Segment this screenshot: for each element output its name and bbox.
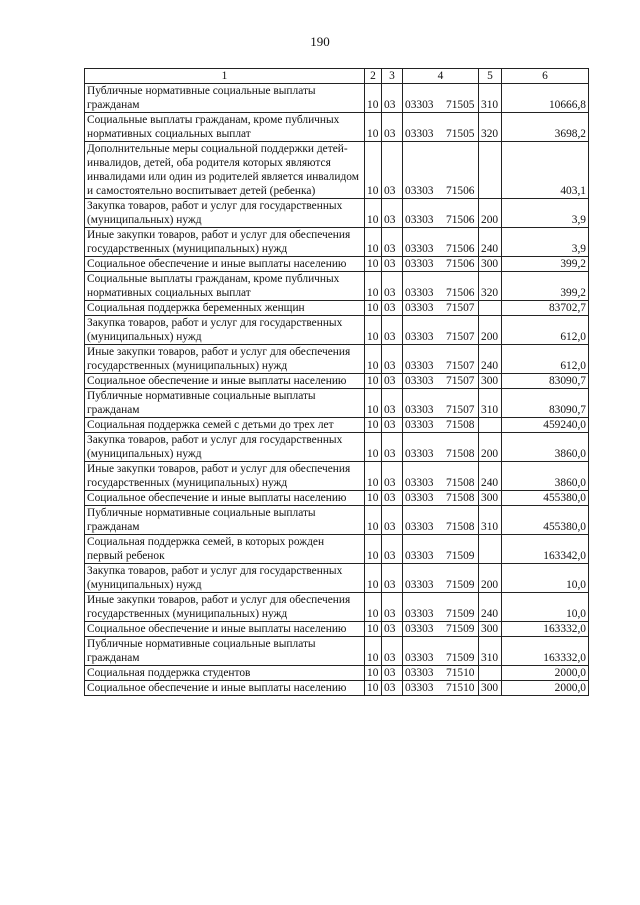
row-expense-type: 200 (479, 564, 502, 593)
row-name: Иные закупки товаров, работ и услуг для обеспечения государственных (муниципальных) нужд (85, 593, 365, 622)
row-section: 10 (365, 564, 382, 593)
row-target-code-b: 71507 (446, 331, 475, 343)
row-section: 10 (365, 345, 382, 374)
row-target-code (403, 535, 479, 564)
row-section: 10 (365, 113, 382, 142)
row-name: Публичные нормативные социальные выплаты гражданам (85, 637, 365, 666)
row-section: 10 (365, 142, 382, 199)
table-row (85, 637, 589, 666)
row-target-code (403, 316, 479, 345)
row-target-code-b: 71510 (446, 682, 475, 694)
row-target-code-a: 03303 (405, 375, 434, 387)
row-subsection: 03 (382, 316, 403, 345)
row-expense-type: 300 (479, 622, 502, 637)
row-target-code-a: 03303 (405, 287, 434, 299)
row-target-code-a: 03303 (405, 652, 434, 664)
row-subsection: 03 (382, 637, 403, 666)
row-target-code-a: 03303 (405, 448, 434, 460)
row-target-code (403, 301, 479, 316)
row-subsection: 03 (382, 257, 403, 272)
row-expense-type: 320 (479, 272, 502, 301)
row-target-code-b: 71506 (446, 214, 475, 226)
row-target-code-b: 71507 (446, 302, 475, 314)
row-subsection: 03 (382, 199, 403, 228)
row-expense-type: 320 (479, 113, 502, 142)
header-col-1: 1 (85, 69, 365, 84)
row-target-code-b: 71508 (446, 492, 475, 504)
header-col-3: 3 (382, 69, 403, 84)
row-name: Закупка товаров, работ и услуг для государственных (муниципальных) нужд (85, 199, 365, 228)
table-row (85, 593, 589, 622)
table-row (85, 666, 589, 681)
row-name: Закупка товаров, работ и услуг для государственных (муниципальных) нужд (85, 433, 365, 462)
row-expense-type: 310 (479, 506, 502, 535)
row-target-code (403, 491, 479, 506)
row-target-code (403, 272, 479, 301)
row-section: 10 (365, 272, 382, 301)
table-header (85, 69, 589, 84)
row-target-code-b: 71509 (446, 550, 475, 562)
row-expense-type: 300 (479, 681, 502, 696)
row-target-code-b: 71505 (446, 99, 475, 111)
row-name: Социальная поддержка семей с детьми до трех лет (85, 418, 365, 433)
table-row (85, 301, 589, 316)
row-name: Социальное обеспечение и иные выплаты населению (85, 257, 365, 272)
row-expense-type: 300 (479, 257, 502, 272)
budget-table (84, 68, 589, 696)
row-subsection: 03 (382, 433, 403, 462)
row-target-code-b: 71507 (446, 375, 475, 387)
row-target-code-b: 71510 (446, 667, 475, 679)
table-row (85, 228, 589, 257)
row-target-code-b: 71507 (446, 360, 475, 372)
row-expense-type (479, 666, 502, 681)
row-target-code (403, 433, 479, 462)
row-target-code-a: 03303 (405, 667, 434, 679)
row-target-code-a: 03303 (405, 608, 434, 620)
row-amount: 399,2 (502, 272, 589, 301)
row-expense-type: 300 (479, 374, 502, 389)
row-expense-type (479, 418, 502, 433)
row-section: 10 (365, 301, 382, 316)
row-target-code-b: 71508 (446, 477, 475, 489)
row-amount: 163342,0 (502, 535, 589, 564)
row-amount: 403,1 (502, 142, 589, 199)
row-amount: 3860,0 (502, 462, 589, 491)
row-subsection: 03 (382, 506, 403, 535)
row-target-code (403, 374, 479, 389)
row-target-code-a: 03303 (405, 404, 434, 416)
row-target-code (403, 142, 479, 199)
row-subsection: 03 (382, 142, 403, 199)
header-col-5: 5 (479, 69, 502, 84)
row-name: Социальное обеспечение и иные выплаты населению (85, 622, 365, 637)
row-expense-type: 200 (479, 316, 502, 345)
row-target-code-a: 03303 (405, 128, 434, 140)
table-row (85, 199, 589, 228)
row-target-code-b: 71508 (446, 521, 475, 533)
row-target-code-a: 03303 (405, 492, 434, 504)
row-target-code (403, 564, 479, 593)
row-expense-type: 200 (479, 199, 502, 228)
row-subsection: 03 (382, 84, 403, 113)
row-name: Социальная поддержка беременных женщин (85, 301, 365, 316)
row-expense-type: 310 (479, 637, 502, 666)
row-target-code-b: 71509 (446, 608, 475, 620)
row-subsection: 03 (382, 418, 403, 433)
row-amount: 83090,7 (502, 389, 589, 418)
row-subsection: 03 (382, 113, 403, 142)
header-col-2: 2 (365, 69, 382, 84)
row-amount: 163332,0 (502, 622, 589, 637)
row-target-code (403, 666, 479, 681)
row-amount: 2000,0 (502, 681, 589, 696)
header-col-6: 6 (502, 69, 589, 84)
row-target-code (403, 462, 479, 491)
row-subsection: 03 (382, 374, 403, 389)
row-amount: 10666,8 (502, 84, 589, 113)
row-target-code-b: 71505 (446, 128, 475, 140)
row-target-code (403, 389, 479, 418)
row-name: Иные закупки товаров, работ и услуг для обеспечения государственных (муниципальных) нужд (85, 228, 365, 257)
row-target-code (403, 345, 479, 374)
row-amount: 459240,0 (502, 418, 589, 433)
row-target-code-a: 03303 (405, 682, 434, 694)
row-expense-type: 310 (479, 389, 502, 418)
row-amount: 163332,0 (502, 637, 589, 666)
header-row (85, 69, 589, 84)
table-row (85, 316, 589, 345)
row-target-code-b: 71509 (446, 579, 475, 591)
table-row (85, 462, 589, 491)
row-subsection: 03 (382, 491, 403, 506)
table-row (85, 142, 589, 199)
row-name: Публичные нормативные социальные выплаты гражданам (85, 389, 365, 418)
row-amount: 3860,0 (502, 433, 589, 462)
row-name: Иные закупки товаров, работ и услуг для обеспечения государственных (муниципальных) нужд (85, 345, 365, 374)
row-target-code-b: 71508 (446, 448, 475, 460)
row-subsection: 03 (382, 272, 403, 301)
row-section: 10 (365, 462, 382, 491)
row-target-code-b: 71509 (446, 652, 475, 664)
header-col-4: 4 (403, 69, 479, 84)
row-target-code (403, 637, 479, 666)
row-section: 10 (365, 593, 382, 622)
row-name: Публичные нормативные социальные выплаты гражданам (85, 84, 365, 113)
row-name: Социальное обеспечение и иные выплаты населению (85, 491, 365, 506)
row-amount: 10,0 (502, 593, 589, 622)
row-name: Социальное обеспечение и иные выплаты населению (85, 374, 365, 389)
row-section: 10 (365, 84, 382, 113)
table-row (85, 345, 589, 374)
row-target-code (403, 84, 479, 113)
row-name: Дополнительные меры социальной поддержки детей-инвалидов, детей, оба родителя которых являются инвалидами или один из родителей является инвалидом и самостоятельно воспитывает детей (ребенка) (85, 142, 365, 199)
row-target-code-b: 71506 (446, 185, 475, 197)
table-row (85, 535, 589, 564)
table-row (85, 84, 589, 113)
row-target-code-a: 03303 (405, 331, 434, 343)
row-target-code-b: 71506 (446, 287, 475, 299)
row-section: 10 (365, 228, 382, 257)
row-section: 10 (365, 374, 382, 389)
row-amount: 612,0 (502, 316, 589, 345)
row-subsection: 03 (382, 345, 403, 374)
table-row (85, 418, 589, 433)
table-body (85, 84, 589, 696)
row-subsection: 03 (382, 301, 403, 316)
row-section: 10 (365, 433, 382, 462)
row-target-code-a: 03303 (405, 99, 434, 111)
table-row (85, 681, 589, 696)
table-row (85, 257, 589, 272)
row-expense-type (479, 535, 502, 564)
page-number: 190 (310, 34, 330, 49)
row-target-code-b: 71508 (446, 419, 475, 431)
row-subsection: 03 (382, 462, 403, 491)
row-amount: 3,9 (502, 228, 589, 257)
row-subsection: 03 (382, 389, 403, 418)
row-target-code-a: 03303 (405, 302, 434, 314)
row-section: 10 (365, 316, 382, 345)
row-target-code-b: 71509 (446, 623, 475, 635)
row-expense-type: 240 (479, 462, 502, 491)
row-target-code (403, 506, 479, 535)
row-amount: 399,2 (502, 257, 589, 272)
row-target-code (403, 257, 479, 272)
row-expense-type: 240 (479, 345, 502, 374)
row-name: Социальная поддержка семей, в которых рожден первый ребенок (85, 535, 365, 564)
row-expense-type: 200 (479, 433, 502, 462)
row-name: Социальные выплаты гражданам, кроме публичных нормативных социальных выплат (85, 272, 365, 301)
row-amount: 2000,0 (502, 666, 589, 681)
row-target-code-a: 03303 (405, 419, 434, 431)
row-name: Социальная поддержка студентов (85, 666, 365, 681)
row-section: 10 (365, 506, 382, 535)
row-amount: 455380,0 (502, 491, 589, 506)
row-section: 10 (365, 535, 382, 564)
row-target-code (403, 418, 479, 433)
row-subsection: 03 (382, 622, 403, 637)
table-row (85, 374, 589, 389)
row-section: 10 (365, 637, 382, 666)
row-section: 10 (365, 199, 382, 228)
row-expense-type: 240 (479, 228, 502, 257)
row-target-code (403, 199, 479, 228)
table-row (85, 622, 589, 637)
row-name: Социальные выплаты гражданам, кроме публичных нормативных социальных выплат (85, 113, 365, 142)
row-subsection: 03 (382, 228, 403, 257)
row-amount: 612,0 (502, 345, 589, 374)
row-subsection: 03 (382, 681, 403, 696)
row-section: 10 (365, 389, 382, 418)
row-expense-type (479, 142, 502, 199)
table-row (85, 433, 589, 462)
row-section: 10 (365, 681, 382, 696)
row-amount: 83090,7 (502, 374, 589, 389)
row-target-code-a: 03303 (405, 623, 434, 635)
row-section: 10 (365, 666, 382, 681)
row-section: 10 (365, 622, 382, 637)
row-target-code-a: 03303 (405, 360, 434, 372)
row-name: Закупка товаров, работ и услуг для государственных (муниципальных) нужд (85, 316, 365, 345)
row-target-code (403, 228, 479, 257)
row-target-code-b: 71507 (446, 404, 475, 416)
row-target-code-a: 03303 (405, 214, 434, 226)
table-row (85, 506, 589, 535)
row-name: Социальное обеспечение и иные выплаты населению (85, 681, 365, 696)
table-row (85, 564, 589, 593)
row-subsection: 03 (382, 593, 403, 622)
row-section: 10 (365, 257, 382, 272)
row-amount: 3698,2 (502, 113, 589, 142)
table-row (85, 272, 589, 301)
row-target-code (403, 681, 479, 696)
row-target-code-b: 71506 (446, 243, 475, 255)
row-section: 10 (365, 418, 382, 433)
row-expense-type: 310 (479, 84, 502, 113)
row-amount: 455380,0 (502, 506, 589, 535)
row-target-code-a: 03303 (405, 579, 434, 591)
row-target-code-a: 03303 (405, 550, 434, 562)
row-target-code-a: 03303 (405, 243, 434, 255)
row-target-code-b: 71506 (446, 258, 475, 270)
row-amount: 83702,7 (502, 301, 589, 316)
row-subsection: 03 (382, 666, 403, 681)
row-target-code (403, 593, 479, 622)
row-expense-type: 240 (479, 593, 502, 622)
row-subsection: 03 (382, 564, 403, 593)
row-name: Закупка товаров, работ и услуг для государственных (муниципальных) нужд (85, 564, 365, 593)
row-amount: 10,0 (502, 564, 589, 593)
row-expense-type: 300 (479, 491, 502, 506)
row-subsection: 03 (382, 535, 403, 564)
row-target-code (403, 113, 479, 142)
row-name: Иные закупки товаров, работ и услуг для обеспечения государственных (муниципальных) нужд (85, 462, 365, 491)
row-amount: 3,9 (502, 199, 589, 228)
table-row (85, 113, 589, 142)
row-target-code-a: 03303 (405, 521, 434, 533)
row-target-code-a: 03303 (405, 258, 434, 270)
row-target-code-a: 03303 (405, 185, 434, 197)
row-name: Публичные нормативные социальные выплаты гражданам (85, 506, 365, 535)
table-row (85, 491, 589, 506)
row-section: 10 (365, 491, 382, 506)
row-target-code (403, 622, 479, 637)
row-expense-type (479, 301, 502, 316)
table-row (85, 389, 589, 418)
row-target-code-a: 03303 (405, 477, 434, 489)
